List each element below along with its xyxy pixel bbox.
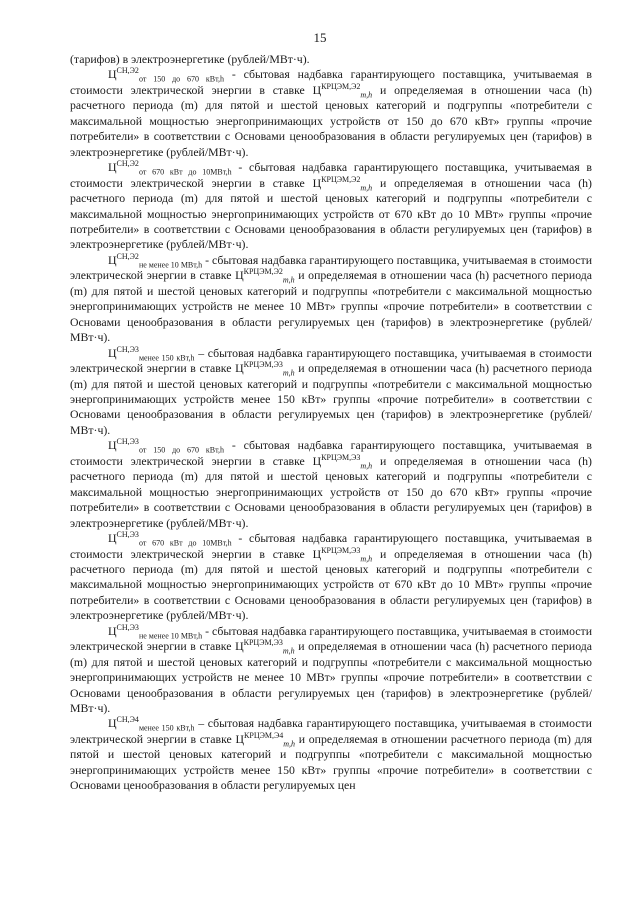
rate-superscript: КРЦЭМ,Э3 — [243, 360, 283, 370]
rate-symbol: Ц — [312, 546, 322, 561]
rate-superscript: КРЦЭМ,Э4 — [244, 731, 284, 741]
rate-symbol: Ц — [312, 453, 322, 468]
document-body — [70, 52, 592, 794]
price-subscript: от 670 кВт до 10МВт,h — [138, 167, 232, 177]
definition-paragraph — [70, 253, 592, 346]
definition-paragraph — [70, 624, 592, 717]
rate-symbol: Ц — [235, 731, 245, 746]
price-subscript: от 670 кВт до 10МВт,h — [138, 538, 232, 548]
price-symbol: Ц — [108, 531, 117, 546]
rate-superscript: КРЦЭМ,Э2 — [321, 174, 361, 184]
price-symbol: Ц — [108, 438, 117, 453]
rate-superscript: КРЦЭМ,Э2 — [243, 267, 283, 277]
definition-lead: – сбытовая надбавка гарантирующего поставщика, учитываемая в стоимости электрической энергии в ставке — [70, 716, 592, 746]
definition-lead: - сбытовая надбавка гарантирующего поставщика, учитываемая в стоимости электрической энергии в ставке — [70, 531, 592, 561]
definition-tail: и определяемая в отношении часа (h) расчетного периода (m) для пятой и шестой ценовых категорий и подгруппы «потребители с максимальной мощностью энергопринимающих устройств от 150 до 670 кВт» группы «прочие потребители» в соответствии с Основами ценообразования в области регулируемых цен (тарифов) в электроэнергетике (рублей/МВт·ч). — [70, 453, 592, 530]
rate-subscript: m,h — [360, 90, 373, 100]
price-superscript: СН,Э3 — [116, 344, 139, 354]
definition-paragraph — [70, 346, 592, 439]
price-symbol: Ц — [108, 67, 117, 82]
rate-subscript: m,h — [360, 182, 373, 192]
price-symbol: Ц — [108, 252, 117, 267]
rate-superscript: КРЦЭМ,Э2 — [321, 81, 361, 91]
price-superscript: СН,Э3 — [116, 622, 139, 632]
price-superscript: СН,Э2 — [116, 66, 139, 76]
price-subscript: от 150 до 670 кВт,h — [138, 445, 224, 455]
definition-paragraph — [70, 716, 592, 793]
definition-paragraph — [70, 438, 592, 531]
price-symbol: Ц — [108, 345, 117, 360]
definition-lead: – сбытовая надбавка гарантирующего поставщика, учитываемая в стоимости электрической энергии в ставке — [70, 345, 592, 376]
rate-subscript: m,h — [282, 368, 295, 378]
definition-paragraph — [70, 67, 592, 160]
price-subscript: менее 150 кВт,h — [138, 352, 195, 362]
paragraph-list — [70, 67, 592, 793]
rate-symbol: Ц — [235, 268, 244, 283]
definition-tail: и определяемая в отношении часа (h) расчетного периода (m) для пятой и шестой ценовых категорий и подгруппы «потребители с максимальной мощностью энергопринимающих устройств от 670 кВт до 10 МВт» группы «прочие потребители» в соответствии с Основами ценообразования в области регулируемых цен (тарифов) в электроэнергетике (рублей/МВт·ч). — [70, 546, 592, 623]
price-subscript: менее 150 кВт,h — [138, 723, 195, 733]
definition-paragraph — [70, 160, 592, 253]
rate-subscript: m,h — [282, 646, 295, 656]
rate-subscript: m,h — [360, 461, 373, 471]
definition-lead: - сбытовая надбавка гарантирующего поставщика, учитываемая в стоимости электрической энергии в ставке — [70, 623, 593, 654]
definition-tail: и определяемая в отношении часа (h) расчетного периода (m) для пятой и шестой ценовых категорий и подгруппы «потребители с максимальной мощностью энергопринимающих устройств не менее 10 МВт» группы «прочие потребители» в соответствии с Основами ценообразования в области регулируемых цен (тарифов) в электроэнергетике (рублей/МВт·ч). — [70, 639, 592, 716]
lead-line: (тарифов) в электроэнергетике (рублей/МВт·ч). — [70, 52, 310, 66]
price-superscript: СН,Э2 — [116, 159, 139, 169]
rate-symbol: Ц — [235, 361, 244, 376]
price-subscript: от 150 до 670 кВт,h — [138, 74, 224, 84]
definition-tail: и определяемая в отношении расчетного периода (m) для пятой и шестой ценовых категорий и подгруппы «потребители с максимальной мощностью энергопринимающих устройств менее 150 кВт» группы «прочие потребители» в соответствии с Основами ценообразования в области регулируемых цен — [70, 731, 593, 793]
rate-superscript: КРЦЭМ,Э3 — [321, 545, 361, 555]
definition-lead: - сбытовая надбавка гарантирующего поставщика, учитываемая в стоимости электрической энергии в ставке — [70, 160, 592, 190]
rate-subscript: m,h — [283, 739, 296, 749]
price-symbol: Ц — [108, 716, 117, 731]
rate-subscript: m,h — [282, 275, 295, 285]
price-superscript: СН,Э3 — [116, 437, 139, 447]
rate-subscript: m,h — [360, 553, 373, 563]
definition-tail: и определяемая в отношении часа (h) расчетного периода (m) для пятой и шестой ценовых категорий и подгруппы «потребители с максимальной мощностью энергопринимающих устройств менее 150 кВт» группы «прочие потребители» в соответствии с Основами ценообразования в области регулируемых цен (тарифов) в электроэнергетике (рублей/МВт·ч). — [70, 361, 592, 437]
price-subscript: не менее 10 МВт,h — [138, 631, 203, 641]
rate-symbol: Ц — [235, 639, 244, 654]
definition-lead: - сбытовая надбавка гарантирующего поставщика, учитываемая в стоимости электрической энергии в ставке — [70, 438, 592, 468]
definition-tail: и определяемая в отношении часа (h) расчетного периода (m) для пятой и шестой ценовых категорий и подгруппы «потребители с максимальной мощностью энергопринимающих устройств не менее 10 МВт» группы «прочие потребители» в соответствии с Основами ценообразования в области регулируемых цен (тарифов) в электроэнергетике (рублей/МВт·ч). — [70, 268, 592, 345]
price-subscript: не менее 10 МВт,h — [138, 260, 203, 270]
definition-lead: - сбытовая надбавка гарантирующего поставщика, учитываемая в стоимости электрической энергии в ставке — [70, 67, 592, 97]
definition-tail: и определяемая в отношении часа (h) расчетного периода (m) для пятой и шестой ценовых категорий и подгруппы «потребители с максимальной мощностью энергопринимающих устройств от 150 до 670 кВт» группы «прочие потребители» в соответствии с Основами ценообразования в области регулируемых цен (тарифов) в электроэнергетике (рублей/МВт·ч). — [70, 82, 592, 159]
price-superscript: СН,Э3 — [116, 530, 139, 540]
price-superscript: СН,Э2 — [116, 251, 139, 261]
price-symbol: Ц — [108, 623, 117, 638]
rate-symbol: Ц — [312, 82, 322, 97]
definition-lead: - сбытовая надбавка гарантирующего поставщика, учитываемая в стоимости электрической энергии в ставке — [70, 252, 593, 283]
rate-superscript: КРЦЭМ,Э3 — [243, 638, 283, 648]
rate-superscript: КРЦЭМ,Э3 — [321, 452, 361, 462]
page-number: 15 — [313, 30, 327, 45]
price-superscript: СН,Э4 — [116, 715, 139, 725]
price-symbol: Ц — [108, 160, 117, 175]
definition-tail: и определяемая в отношении часа (h) расчетного периода (m) для пятой и шестой ценовых категорий и подгруппы «потребители с максимальной мощностью энергопринимающих устройств от 670 кВт до 10 МВт» группы «прочие потребители» в соответствии с Основами ценообразования в области регулируемых цен (тарифов) в электроэнергетике (рублей/МВт·ч). — [70, 175, 592, 252]
rate-symbol: Ц — [312, 175, 322, 190]
definition-paragraph — [70, 531, 592, 624]
